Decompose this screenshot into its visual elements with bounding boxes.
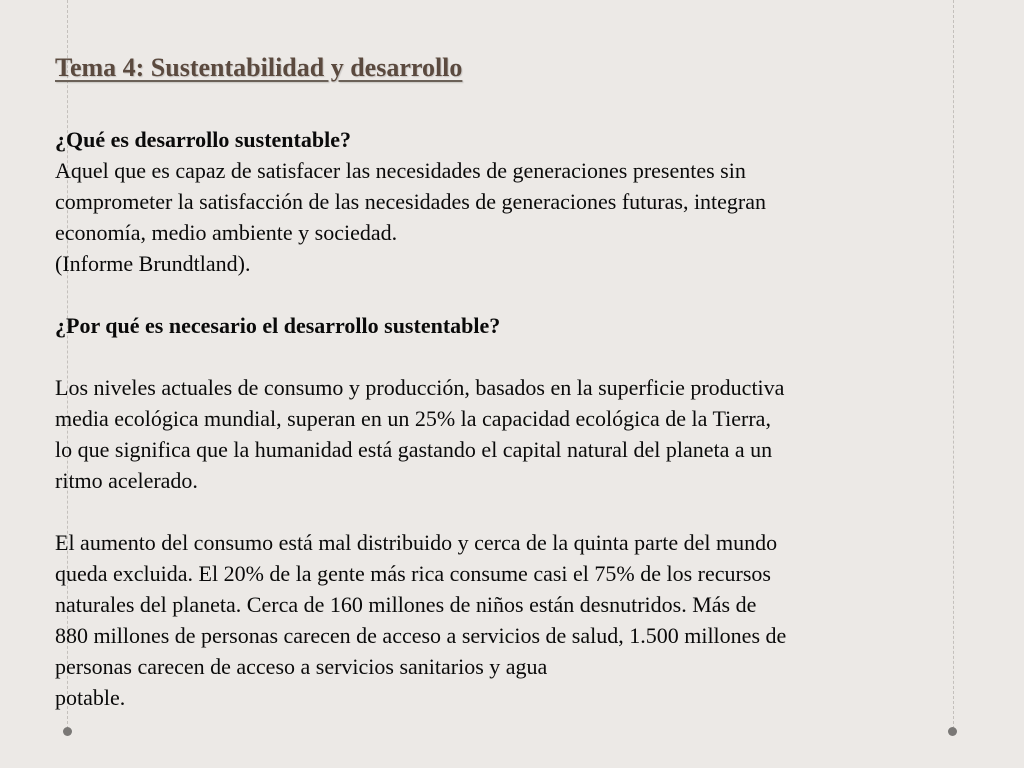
paragraph-line: lo que significa que la humanidad está gastando el capital natural del planeta a un: [55, 437, 773, 462]
spacer: [55, 341, 1005, 372]
paragraph-line: 880 millones de personas carecen de acceso a servicios de salud, 1.500 millones de: [55, 623, 787, 648]
paragraph-line: queda excluida. El 20% de la gente más rica consume casi el 75% de los recursos: [55, 561, 771, 586]
paragraph-line: Los niveles actuales de consumo y producción, basados en la superficie productiva: [55, 375, 785, 400]
spacer: [55, 279, 1005, 310]
paragraph-line: potable.: [55, 685, 126, 710]
answer-line: economía, medio ambiente y sociedad.: [55, 220, 398, 245]
question-what-is: ¿Qué es desarrollo sustentable?: [55, 127, 351, 152]
paragraph-line: naturales del planeta. Cerca de 160 millones de niños están desnutridos. Más de: [55, 592, 757, 617]
question-why-necessary: ¿Por qué es necesario el desarrollo sustentable?: [55, 313, 501, 338]
slide-body: [55, 124, 1005, 713]
answer-line: Aquel que es capaz de satisfacer las necesidades de generaciones presentes sin: [55, 158, 746, 183]
slide-title: Tema 4: Sustentabilidad y desarrollo: [55, 53, 463, 82]
left-dot-ornament: [63, 727, 72, 736]
spacer: [55, 496, 1005, 527]
paragraph-line: El aumento del consumo está mal distribuido y cerca de la quinta parte del mundo: [55, 530, 778, 555]
paragraph-line: personas carecen de acceso a servicios sanitarios y agua: [55, 654, 548, 679]
right-dot-ornament: [948, 727, 957, 736]
paragraph-line: ritmo acelerado.: [55, 468, 198, 493]
answer-line: comprometer la satisfacción de las necesidades de generaciones futuras, integran: [55, 189, 767, 214]
slide-content: [55, 50, 1005, 713]
paragraph-line: media ecológica mundial, superan en un 25% la capacidad ecológica de la Tierra,: [55, 406, 771, 431]
answer-source: (Informe Brundtland).: [55, 251, 251, 276]
